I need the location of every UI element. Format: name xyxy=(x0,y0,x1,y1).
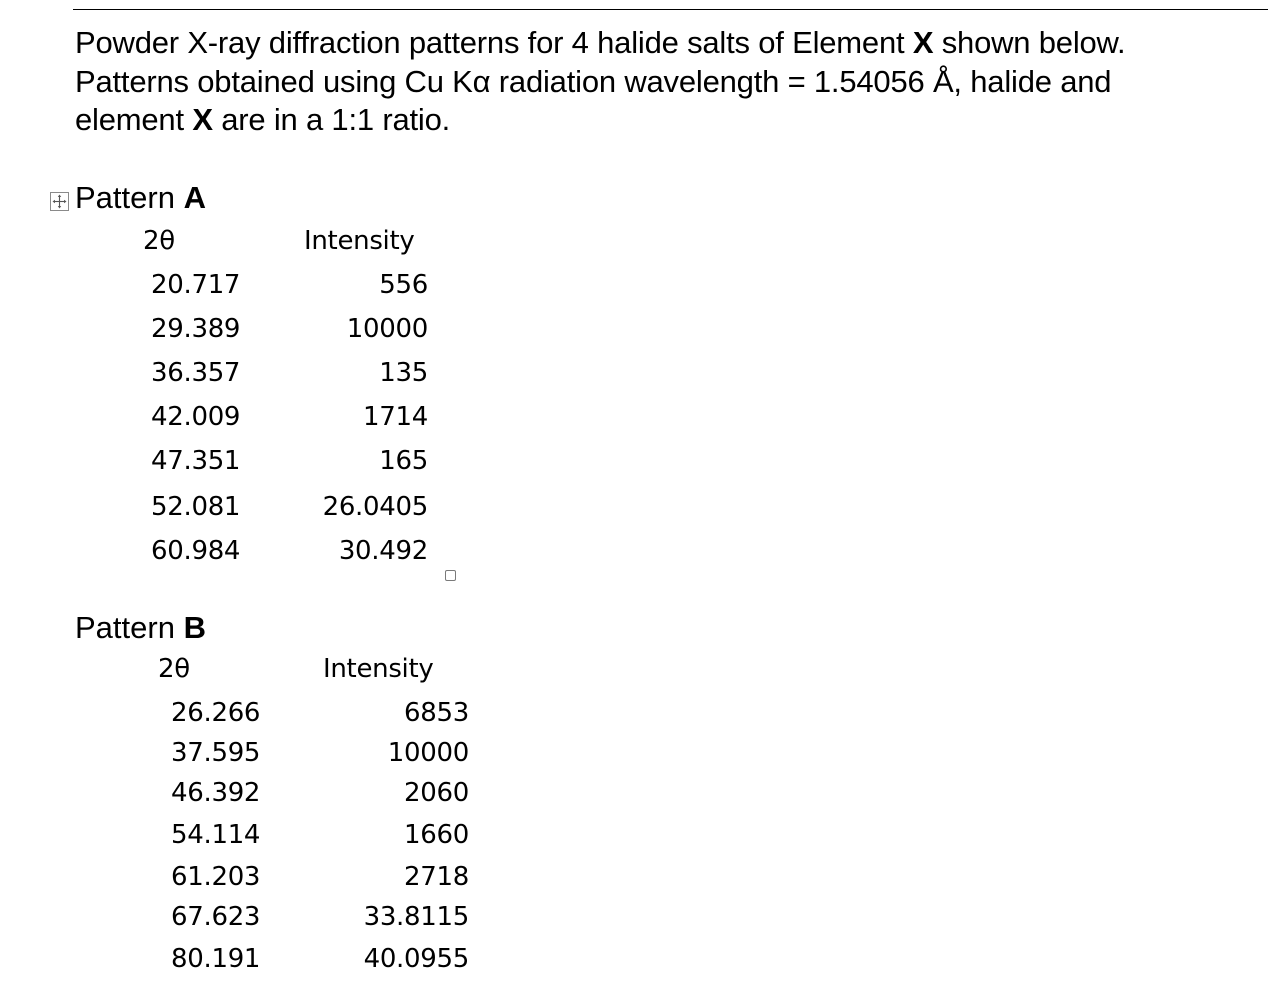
pattern-b-intensity-cell: 6853 xyxy=(404,698,469,728)
pattern-a-two-theta-cell: 42.009 xyxy=(151,402,241,432)
pattern-b-two-theta-cell: 67.623 xyxy=(171,902,261,932)
pattern-b-intensity-cell: 2718 xyxy=(404,862,469,892)
intro-line-2 xyxy=(75,63,1260,102)
pattern-b-intensity-cell: 10000 xyxy=(387,738,469,768)
pattern-a-intensity-cell: 10000 xyxy=(346,314,428,344)
pattern-a-title xyxy=(75,180,206,216)
intro-line-3 xyxy=(75,101,1260,140)
pattern-a-two-theta-cell: 36.357 xyxy=(151,358,241,388)
pattern-a-intensity-cell: 26.0405 xyxy=(322,492,428,522)
element-symbol: X xyxy=(192,102,213,137)
pattern-b-two-theta-cell: 37.595 xyxy=(171,738,261,768)
element-symbol: X xyxy=(912,25,934,60)
table-move-icon[interactable] xyxy=(50,192,69,211)
intro-text: Powder X-ray diffraction patterns for 4 halide salts of Element xyxy=(75,25,913,60)
pattern-b-title xyxy=(75,610,206,646)
pattern-a-intensity-cell: 135 xyxy=(379,358,428,388)
pattern-b-letter: B xyxy=(183,610,206,645)
pattern-a-header-intensity: Intensity xyxy=(304,226,415,256)
pattern-b-intensity-cell: 1660 xyxy=(404,820,469,850)
pattern-a-letter: A xyxy=(183,180,206,215)
pattern-a-two-theta-cell: 20.717 xyxy=(151,270,241,300)
pattern-a-intensity-cell: 165 xyxy=(379,446,428,476)
pattern-b-two-theta-cell: 61.203 xyxy=(171,862,261,892)
pattern-b-intensity-cell: 33.8115 xyxy=(363,902,469,932)
pattern-a-intensity-cell: 556 xyxy=(379,270,428,300)
intro-text: Patterns obtained using Cu Kα radiation wavelength = 1.54056 Å, halide and xyxy=(75,63,1112,99)
pattern-a-two-theta-cell: 60.984 xyxy=(151,536,241,566)
intro-text: shown below. xyxy=(933,25,1126,60)
intro-line-1 xyxy=(75,24,1260,63)
pattern-a-two-theta-cell: 29.389 xyxy=(151,314,241,344)
intro-text: element xyxy=(75,102,193,137)
pattern-a-intensity-cell: 1714 xyxy=(363,402,428,432)
pattern-b-header-intensity: Intensity xyxy=(323,654,434,684)
top-rule xyxy=(73,9,1268,10)
pattern-a-header-two-theta: 2θ xyxy=(143,226,175,256)
pattern-a-intensity-cell: 30.492 xyxy=(338,536,428,566)
intro-text: are in a 1:1 ratio. xyxy=(212,102,451,137)
pattern-b-two-theta-cell: 26.266 xyxy=(171,698,261,728)
pattern-b-two-theta-cell: 46.392 xyxy=(171,778,261,808)
table-resize-handle[interactable] xyxy=(445,570,456,581)
pattern-b-intensity-cell: 40.0955 xyxy=(363,944,469,974)
pattern-a-two-theta-cell: 52.081 xyxy=(151,492,241,522)
pattern-a-title-prefix: Pattern xyxy=(75,180,184,215)
pattern-b-header-two-theta: 2θ xyxy=(158,654,190,684)
pattern-b-two-theta-cell: 54.114 xyxy=(171,820,261,850)
pattern-b-intensity-cell: 2060 xyxy=(404,778,469,808)
intro-paragraph xyxy=(75,24,1260,140)
pattern-a-two-theta-cell: 47.351 xyxy=(151,446,241,476)
pattern-b-title-prefix: Pattern xyxy=(75,610,184,645)
pattern-b-two-theta-cell: 80.191 xyxy=(171,944,261,974)
